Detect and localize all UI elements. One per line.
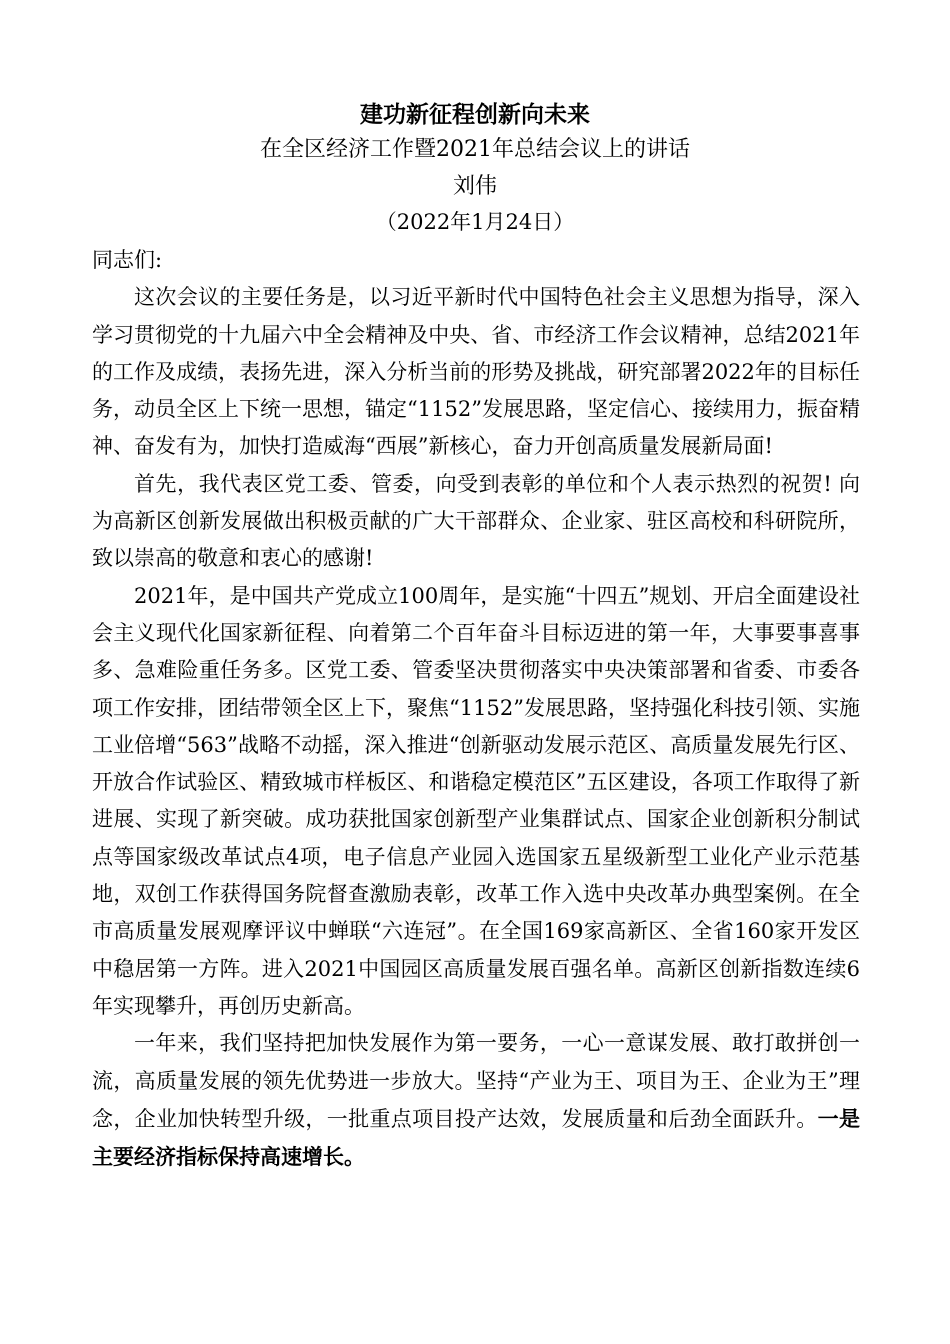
document-author: 刘伟	[452, 174, 497, 199]
paragraph-3: 2021年，是中国共产党成立100周年，是实施“十四五”规划、开启全面建设社会主义现代化国家新征程、向着第二个百年奋斗目标迈进的第一年，大事要事喜事多、急难险重任务多。区党工委、管委坚决贯彻落实中央决策部署和省委、市委各项工作安排，团结带领全区上下，聚焦“1152”发展思路，坚持强化科技引领、实施工业倍增“563”战略不动摇，深入推进“创新驱动发展示范区、高质量发展先行区、开放合作试验区、精致城市样板区、和谐稳定模范区”五区建设，各项工作取得了新进展、实现了新突破。成功获批国家创新型产业集群试点、国家企业创新积分制试点等国家级改革试点4项，电子信息产业园入选国家五星级新型工业化产业示范基地，双创工作获得国务院督查激励表彰，改革工作入选中央改革办典型案例。在全市高质量发展观摩评议中蝉联“六连冠”。在全国169家高新区、全省160家开发区中稳居第一方阵。进入2021中国园区高质量发展百强名单。高新区创新指数连续6年实现攀升，再创历史新高。	[92, 583, 860, 1018]
document-date: （2022年1月24日）	[375, 210, 575, 234]
paragraph-4-text: 一年来，我们坚持把加快发展作为第一要务，一心一意谋发展、敢打敢拼创一流，高质量发展的领先优势进一步放大。坚持“产业为王、项目为王、企业为王”理念，企业加快转型升级，一批重点项目投产达效，发展质量和后劲全面跃升。	[92, 1031, 860, 1131]
paragraph-4-bold-heading: 一是主要经济指标保持高速增长。	[92, 1105, 860, 1170]
paragraph-4	[92, 1025, 860, 1176]
salutation: 同志们:	[92, 248, 163, 272]
document-subtitle: 在全区经济工作暨2021年总结会议上的讲话	[260, 137, 690, 162]
paragraph-2: 首先，我代表区党工委、管委，向受到表彰的单位和个人表示热烈的祝贺! 向为高新区创新发展做出积极贡献的广大干部群众、企业家、驻区高校和科研院所，致以崇高的敬意和衷心的感谢!	[92, 471, 860, 571]
paragraph-1: 这次会议的主要任务是，以习近平新时代中国特色社会主义思想为指导，深入学习贯彻党的十九届六中全会精神及中央、省、市经济工作会议精神，总结2021年的工作及成绩，表扬先进，深入分析当前的形势及挑战，研究部署2022年的目标任务，动员全区上下统一思想，锚定“1152”发展思路，坚定信心、接续用力，振奋精神、奋发有为，加快打造威海“西展”新核心，奋力开创高质量发展新局面!	[92, 285, 860, 459]
document-body	[92, 242, 860, 1176]
document-title: 建功新征程创新向未来	[360, 101, 590, 128]
